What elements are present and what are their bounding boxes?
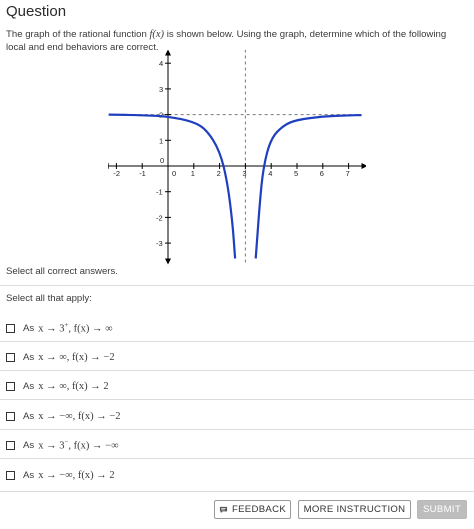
submit-button[interactable] — [417, 500, 467, 519]
option-divider — [0, 458, 474, 459]
graph-svg — [108, 50, 366, 265]
option-expr-rest: , f(x) → −∞ — [68, 440, 119, 452]
option-expression — [38, 438, 118, 452]
speech-bubble-icon — [219, 506, 228, 514]
checkbox[interactable] — [6, 382, 15, 391]
x-tick-label: 2 — [216, 169, 221, 178]
y-tick-label: 3 — [159, 84, 164, 94]
question-text-after: is shown below. Using the graph, determine which of the following local and end behaviors are correct. — [6, 29, 447, 53]
option-expr-main: x → ∞, f(x) → 2 — [38, 380, 109, 392]
instructions: Select all correct answers. — [6, 266, 118, 277]
x-tick-label: 6 — [319, 169, 324, 178]
x-tick-label: -1 — [139, 169, 146, 178]
option-expr-sup: − — [64, 438, 69, 447]
x-tick-label: 3 — [242, 169, 247, 178]
option-expression — [38, 321, 112, 335]
y-tick-label: -2 — [156, 213, 163, 223]
checkbox[interactable] — [6, 412, 15, 421]
option-expr-main: x → 3 — [38, 323, 65, 335]
x-tick-label: -2 — [113, 169, 121, 178]
option-expression — [38, 411, 120, 422]
function-name: f(x) — [149, 29, 165, 40]
y-tick-label: 0 — [160, 156, 165, 165]
option-divider — [0, 341, 474, 342]
checkbox[interactable] — [6, 471, 15, 480]
y-axis-arrow-up — [165, 50, 171, 55]
checkbox[interactable] — [6, 353, 15, 362]
option-lead: As — [23, 469, 35, 481]
option-divider — [0, 429, 474, 430]
x-tick-label: 4 — [268, 169, 273, 178]
option-lead: As — [23, 380, 35, 392]
checkbox[interactable] — [6, 441, 15, 450]
function-curve-right-branch — [256, 115, 362, 258]
x-tick-label: 5 — [294, 169, 299, 178]
checkbox[interactable] — [6, 324, 15, 333]
question-text-before: The graph of the rational function — [6, 29, 150, 40]
answer-option[interactable] — [6, 408, 121, 424]
y-axis-arrow-down — [165, 259, 171, 265]
x-tick-label: 1 — [190, 169, 195, 178]
answer-option[interactable] — [6, 437, 119, 453]
y-tick-label: -1 — [156, 187, 163, 197]
option-expr-main: x → −∞, f(x) → 2 — [38, 469, 115, 481]
feedback-button[interactable] — [214, 500, 291, 519]
x-axis-arrow-right — [362, 163, 367, 169]
x-tick-label: 7 — [345, 169, 350, 178]
y-tick-label: 4 — [159, 59, 164, 69]
y-tick-label: 1 — [159, 136, 164, 146]
option-lead: As — [23, 351, 35, 363]
y-tick-label: -3 — [156, 239, 163, 249]
answer-option[interactable] — [6, 320, 113, 336]
option-expr-rest: , f(x) → ∞ — [68, 323, 113, 335]
feedback-label: FEEDBACK — [231, 504, 287, 515]
option-expr-main: x → −∞, f(x) → −2 — [38, 410, 121, 422]
divider — [0, 285, 474, 286]
option-expr-sup: + — [64, 321, 69, 330]
option-lead: As — [23, 410, 35, 422]
option-expression — [38, 470, 114, 481]
option-expression — [38, 352, 114, 363]
answer-option[interactable] — [6, 467, 115, 483]
more-instruction-button[interactable] — [298, 500, 411, 519]
option-expr-main: x → ∞, f(x) → −2 — [38, 351, 115, 363]
option-divider — [0, 399, 474, 400]
select-all-label: Select all that apply: — [6, 293, 92, 304]
option-expression — [38, 381, 108, 392]
option-divider — [0, 370, 474, 371]
function-curve-left-branch — [109, 115, 235, 259]
submit-label: SUBMIT — [422, 504, 462, 515]
answer-option[interactable] — [6, 378, 109, 394]
x-tick-label: 0 — [172, 169, 177, 178]
divider — [0, 491, 474, 492]
question-title: Question — [6, 3, 67, 20]
option-expr-main: x → 3 — [38, 440, 65, 452]
rational-function-graph — [108, 50, 366, 265]
option-lead: As — [23, 322, 35, 334]
more-instruction-label: MORE INSTRUCTION — [303, 504, 406, 515]
option-lead: As — [23, 439, 35, 451]
y-tick-label: 2 — [159, 110, 164, 120]
answer-option[interactable] — [6, 349, 115, 365]
x-axis-arrow-left — [108, 163, 109, 169]
